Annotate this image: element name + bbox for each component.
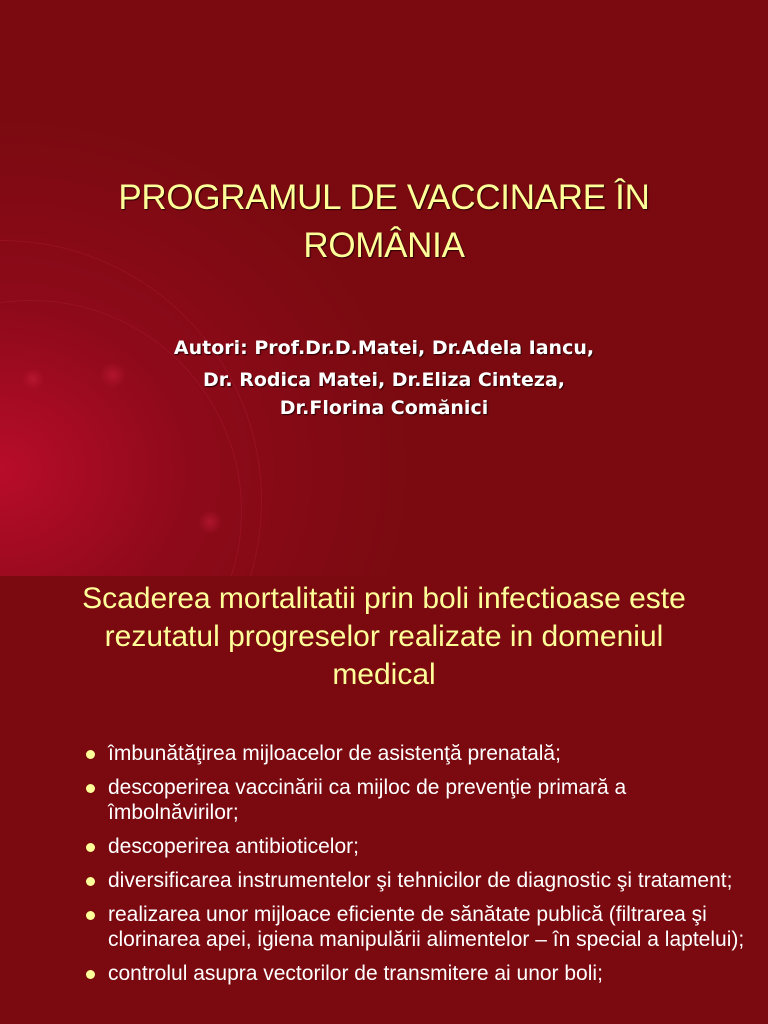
bullet-icon bbox=[86, 784, 95, 793]
slide-title bbox=[40, 174, 728, 270]
bullet-icon bbox=[86, 750, 95, 759]
slide-heading-line: Scaderea mortalitatii prin boli infectioase este bbox=[82, 582, 686, 615]
bullet-icon bbox=[86, 970, 95, 979]
list-item-text: controlul asupra vectorilor de transmitere ai unor boli; bbox=[108, 962, 603, 985]
list-item bbox=[84, 902, 754, 952]
slide-heading-line: rezutatul progreselor realizate in domeniul bbox=[104, 620, 664, 653]
authors-block bbox=[40, 332, 728, 424]
bullet-list bbox=[84, 741, 754, 995]
list-item-text: realizarea unor mijloace eficiente de sănătate publică (filtrarea şi clorinarea apei, igiena manipulării alimentelor – în special a laptelui); bbox=[108, 903, 745, 951]
list-item bbox=[84, 741, 754, 766]
bullet-icon bbox=[86, 843, 95, 852]
slide-heading bbox=[20, 580, 748, 694]
slide-title-line: PROGRAMUL DE VACCINARE ÎN bbox=[118, 178, 650, 217]
decorative-dot bbox=[198, 510, 222, 534]
slide-heading-line: medical bbox=[332, 658, 436, 691]
authors-line: Autori: Prof.Dr.D.Matei, Dr.Adela Iancu, bbox=[173, 337, 595, 359]
authors-line: Dr. Rodica Matei, Dr.Eliza Cinteza, bbox=[202, 369, 565, 391]
slide-title-line: ROMÂNIA bbox=[303, 226, 465, 265]
list-item-text: îmbunătăţirea mijloacelor de asistenţă prenatală; bbox=[108, 742, 561, 765]
list-item bbox=[84, 868, 754, 893]
list-item-text: diversificarea instrumentelor şi tehnicilor de diagnostic şi tratament; bbox=[108, 869, 733, 892]
bullet-icon bbox=[86, 877, 95, 886]
list-item bbox=[84, 775, 754, 825]
list-item-text: descoperirea vaccinării ca mijloc de prevenţie primară a îmbolnăvirilor; bbox=[108, 776, 627, 824]
authors-line: Dr.Florina Comănici bbox=[279, 397, 489, 419]
bullet-icon bbox=[86, 911, 95, 920]
list-item bbox=[84, 834, 754, 859]
list-item bbox=[84, 961, 754, 986]
list-item-text: descoperirea antibioticelor; bbox=[108, 835, 359, 858]
